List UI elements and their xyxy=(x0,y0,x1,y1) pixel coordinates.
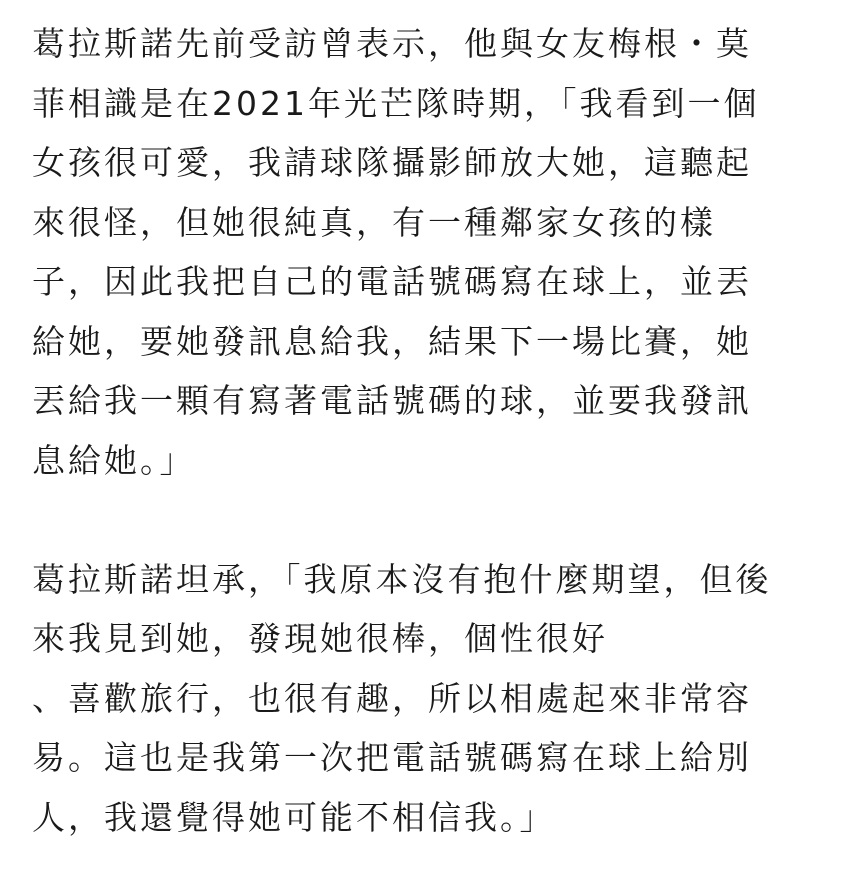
text-line: 給她，要她發訊息給我，結果下一場比賽，她 xyxy=(32,321,752,361)
text-line: 菲相識是在2021年光芒隊時期，「我看到一個 xyxy=(32,83,760,123)
text-line: 來很怪，但她很純真，有一種鄰家女孩的樣 xyxy=(32,202,716,242)
text-line: 子，因此我把自己的電話號碼寫在球上，並丟 xyxy=(32,262,752,301)
text-line: 、喜歡旅行，也很有趣，所以相處起來非常容 xyxy=(32,678,752,718)
text-line: 葛拉斯諾先前受訪曾表示，他與女友梅根・莫 xyxy=(32,24,752,63)
text-line: 人，我還覺得她可能不相信我。」 xyxy=(32,797,556,837)
paragraph xyxy=(32,550,820,848)
text-line: 葛拉斯諾坦承，「我原本沒有抱什麼期望，但後 xyxy=(32,559,772,599)
text-line: 丟給我一顆有寫著電話號碼的球，並要我發訊 xyxy=(32,381,752,420)
text-line: 息給她。」 xyxy=(32,440,196,480)
text-line: 來我見到她，發現她很棒，個性很好 xyxy=(32,619,608,658)
paragraph xyxy=(32,14,820,490)
text-line: 易。這也是我第一次把電話號碼寫在球上給別 xyxy=(32,738,752,777)
paragraph-gap xyxy=(32,490,820,550)
text-line: 女孩很可愛，我請球隊攝影師放大她，這聽起 xyxy=(32,143,752,182)
